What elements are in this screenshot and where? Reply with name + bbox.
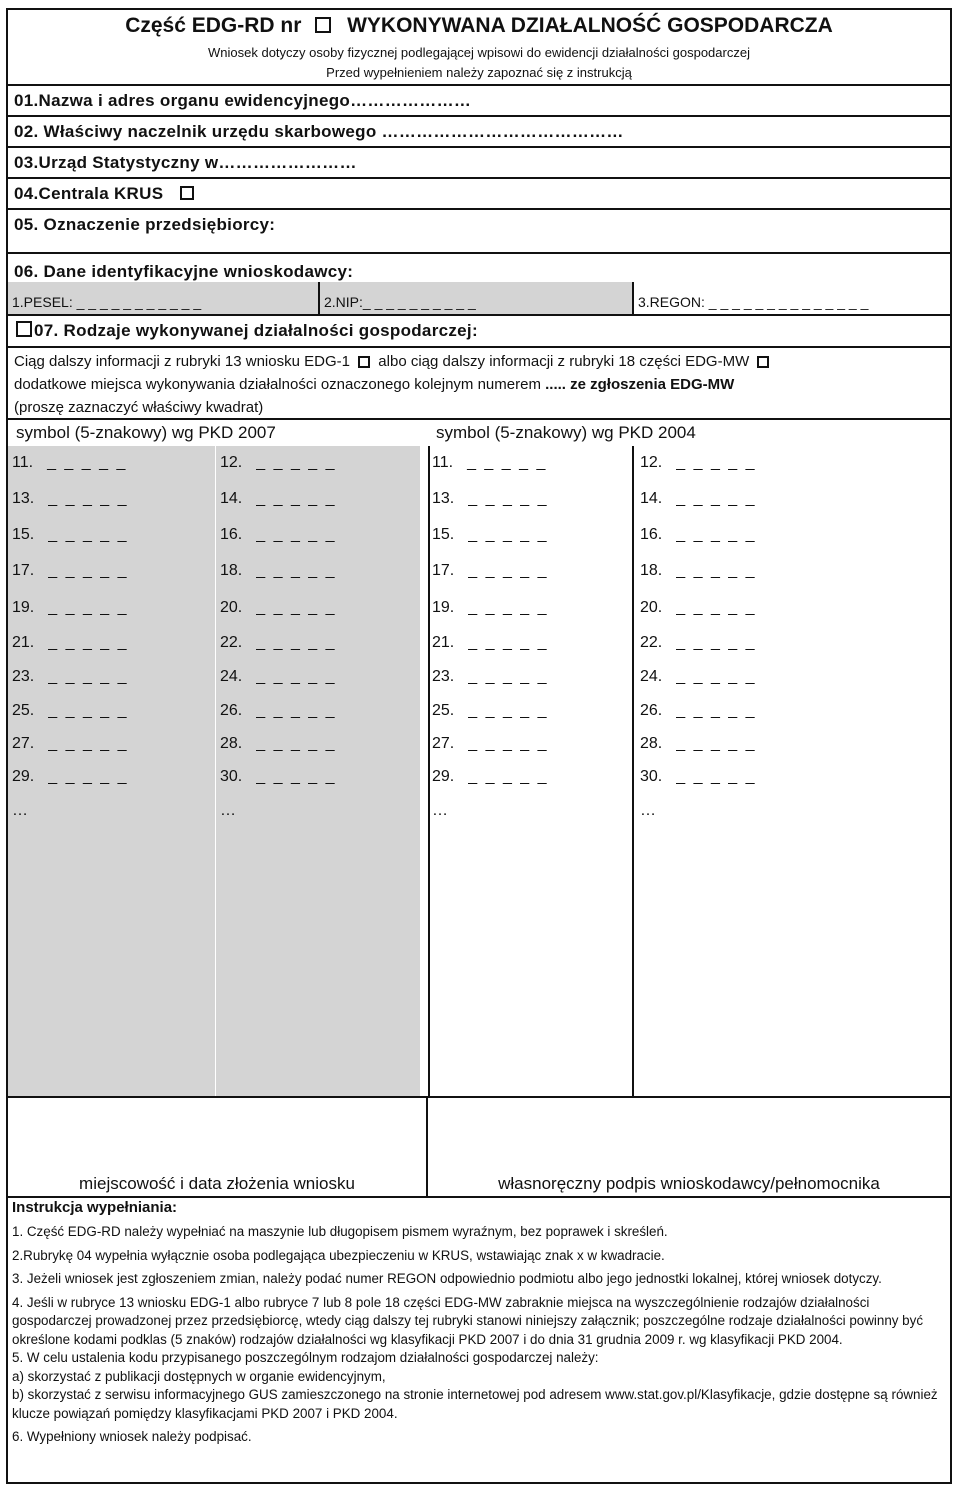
info-line-2 [14, 373, 944, 396]
pkd-code-grid [8, 446, 950, 1096]
form-note: Przed wypełnieniem należy zapoznać się z instrukcją [8, 64, 950, 86]
code-field-pkd2004-3-1[interactable] [636, 482, 757, 516]
code-blank: _ _ _ _ _ [676, 490, 757, 507]
code-number: 13. [432, 490, 455, 507]
pesel-label: 1.PESEL: _ _ _ _ _ _ _ _ _ _ _ [12, 294, 202, 310]
code-field-pkd2004-2-8[interactable] [428, 727, 549, 761]
code-number: 28. [220, 735, 243, 752]
code-blank: _ _ _ _ _ [468, 490, 549, 507]
section-05-entrepreneur [8, 210, 950, 254]
section-02-label: 02. Właściwy naczelnik urzędu skarbowego …………………………………… [14, 122, 624, 141]
code-blank: _ _ _ _ _ [48, 735, 129, 752]
code-number: 12. [640, 454, 663, 471]
signature-field[interactable] [428, 1174, 950, 1194]
code-blank: _ _ _ _ _ [256, 735, 337, 752]
code-field-pkd2004-2-5[interactable] [428, 626, 549, 660]
code-field-pkd2007-0-10[interactable] [8, 794, 28, 828]
code-field-pkd2004-2-6[interactable] [428, 660, 549, 694]
nip-label: 2.NIP:_ _ _ _ _ _ _ _ _ _ [324, 294, 476, 310]
code-blank: _ _ _ _ _ [256, 490, 337, 507]
code-blank: _ _ _ _ _ [468, 735, 549, 752]
code-blank: _ _ _ _ _ [48, 490, 129, 507]
section-07-label: 07. Rodzaje wykonywanej działalności gospodarczej: [34, 321, 478, 340]
code-number: … [640, 802, 656, 819]
code-field-pkd2004-2-2[interactable] [428, 518, 549, 552]
code-field-pkd2004-3-2[interactable] [636, 518, 757, 552]
info-line-2b: ..... ze zgłoszenia EDG-MW [545, 376, 735, 393]
identification-row [8, 282, 950, 316]
code-field-pkd2007-0-1[interactable] [8, 482, 129, 516]
code-number: 20. [640, 599, 663, 616]
code-number: 16. [220, 526, 243, 543]
instruction-5: 5. W celu ustalenia kodu przypisanego poszczególnym rodzajom działalności gospodarczej należy: [12, 1350, 599, 1365]
code-blank: _ _ _ _ _ [468, 599, 549, 616]
code-blank: _ _ _ _ _ [676, 668, 757, 685]
code-blank: _ _ _ _ _ [48, 768, 129, 785]
code-number: 15. [12, 526, 35, 543]
code-blank: _ _ _ _ _ [48, 526, 129, 543]
instructions-heading: Instrukcja wypełniania: [12, 1199, 178, 1216]
code-field-pkd2004-3-0[interactable] [636, 446, 757, 480]
code-number: 29. [12, 768, 35, 785]
code-blank: _ _ _ _ _ [468, 562, 549, 579]
signature-section [8, 1096, 950, 1198]
code-blank: _ _ _ _ _ [676, 562, 757, 579]
code-blank: _ _ _ _ _ [256, 599, 337, 616]
code-field-pkd2007-0-0[interactable] [8, 446, 127, 480]
instruction-6: 6. Wypełniony wniosek należy podpisać. [12, 1429, 252, 1444]
code-number: 15. [432, 526, 455, 543]
code-number: 20. [220, 599, 243, 616]
code-field-pkd2004-3-8[interactable] [636, 727, 757, 761]
code-number: … [432, 802, 448, 819]
form-title [8, 10, 950, 44]
code-blank: _ _ _ _ _ [48, 702, 129, 719]
code-field-pkd2007-1-4[interactable] [216, 591, 337, 625]
section-01-label: 01.Nazwa i adres organu ewidencyjnego………………… [14, 91, 472, 110]
code-number: 18. [220, 562, 243, 579]
code-field-pkd2007-1-9[interactable] [216, 760, 337, 794]
code-field-pkd2007-1-2[interactable] [216, 518, 337, 552]
section-04-label: 04.Centrala KRUS [14, 184, 164, 203]
code-blank: _ _ _ _ _ [676, 526, 757, 543]
code-number: 18. [640, 562, 663, 579]
info-line-3: (proszę zaznaczyć właściwy kwadrat) [14, 399, 264, 416]
code-blank: _ _ _ _ _ [676, 634, 757, 651]
code-field-pkd2004-3-7[interactable] [636, 694, 757, 728]
code-field-pkd2004-2-7[interactable] [428, 694, 549, 728]
code-number: 26. [220, 702, 243, 719]
code-field-pkd2004-3-6[interactable] [636, 660, 757, 694]
code-blank: _ _ _ _ _ [48, 634, 129, 651]
code-blank: _ _ _ _ _ [676, 702, 757, 719]
code-number: 13. [12, 490, 35, 507]
code-field-pkd2007-1-0[interactable] [216, 446, 337, 480]
code-field-pkd2004-2-1[interactable] [428, 482, 549, 516]
code-number: 11. [432, 454, 454, 471]
code-blank: _ _ _ _ _ [256, 702, 337, 719]
code-field-pkd2007-1-6[interactable] [216, 660, 337, 694]
nip-field[interactable] [320, 282, 634, 314]
code-number: 24. [640, 668, 663, 685]
code-field-pkd2004-3-10[interactable] [636, 794, 656, 828]
code-number: 21. [12, 634, 35, 651]
code-number: 11. [12, 454, 34, 471]
code-field-pkd2004-3-3[interactable] [636, 554, 757, 588]
code-blank: _ _ _ _ _ [48, 599, 129, 616]
code-field-pkd2007-0-5[interactable] [8, 626, 129, 660]
instruction-1: 1. Część EDG-RD należy wypełniać na maszynie lub długopisem pismem wyraźnym, bez poprawek i skreśleń. [12, 1224, 668, 1239]
code-blank: _ _ _ _ _ [48, 668, 129, 685]
code-blank: _ _ _ _ _ [676, 735, 757, 752]
info-line-1b: albo ciąg dalszy informacji z rubryki 18 części EDG-MW [378, 353, 750, 370]
code-number: 16. [640, 526, 663, 543]
code-number: … [220, 802, 236, 819]
code-field-pkd2004-3-4[interactable] [636, 591, 757, 625]
code-field-pkd2004-2-4[interactable] [428, 591, 549, 625]
section-05-label: 05. Oznaczenie przedsiębiorcy: [14, 215, 276, 234]
code-field-pkd2004-2-9[interactable] [428, 760, 549, 794]
code-field-pkd2004-3-9[interactable] [636, 760, 757, 794]
code-number: 22. [220, 634, 243, 651]
krus-checkbox[interactable] [180, 186, 194, 200]
code-number: 17. [12, 562, 35, 579]
info-line-2a: dodatkowe miejsca wykonywania działalności oznaczonego kolejnym numerem [14, 376, 541, 393]
code-number: 23. [12, 668, 35, 685]
code-blank: _ _ _ _ _ [256, 768, 337, 785]
info-line-1a: Ciąg dalszy informacji z rubryki 13 wniosku EDG-1 [14, 353, 350, 370]
instruction-5a: a) skorzystać z publikacji dostępnych w organie ewidencyjnym, [12, 1368, 386, 1384]
code-number: 21. [432, 634, 455, 651]
code-number: 14. [640, 490, 663, 507]
code-blank: _ _ _ _ _ [256, 634, 337, 651]
code-field-pkd2007-0-7[interactable] [8, 694, 129, 728]
code-blank: _ _ _ _ _ [47, 454, 128, 471]
signature-label: własnoręczny podpis wnioskodawcy/pełnomocnika [498, 1174, 880, 1193]
code-field-pkd2004-3-5[interactable] [636, 626, 757, 660]
code-number: 17. [432, 562, 455, 579]
instructions [8, 1198, 950, 1447]
code-field-pkd2007-0-3[interactable] [8, 554, 129, 588]
instruction-2: 2.Rubrykę 04 wypełnia wyłącznie osoba podlegająca ubezpieczeniu w KRUS, wstawiając znak x w kwadracie. [12, 1247, 665, 1263]
code-field-pkd2004-2-10[interactable] [428, 794, 448, 828]
code-blank: _ _ _ _ _ [468, 702, 549, 719]
code-number: 28. [640, 735, 663, 752]
code-number: … [12, 802, 28, 819]
code-blank: _ _ _ _ _ [676, 599, 757, 616]
title-main: WYKONYWANA DZIAŁALNOŚĆ GOSPODARCZA [347, 14, 833, 37]
code-blank: _ _ _ _ _ [676, 768, 757, 785]
code-blank: _ _ _ _ _ [468, 634, 549, 651]
code-field-pkd2007-0-6[interactable] [8, 660, 129, 694]
section-06-identification [8, 254, 950, 282]
code-field-pkd2004-2-3[interactable] [428, 554, 549, 588]
code-number: 12. [220, 454, 243, 471]
code-number: 19. [432, 599, 455, 616]
place-date-label: miejscowość i data złożenia wniosku [79, 1174, 355, 1193]
code-blank: _ _ _ _ _ [256, 526, 337, 543]
code-field-pkd2007-1-1[interactable] [216, 482, 337, 516]
code-blank: _ _ _ _ _ [468, 526, 549, 543]
code-number: 14. [220, 490, 243, 507]
code-blank: _ _ _ _ _ [467, 454, 548, 471]
edg1-continuation-checkbox[interactable] [358, 356, 370, 368]
code-number: 25. [12, 702, 35, 719]
code-blank: _ _ _ _ _ [468, 668, 549, 685]
section-06-label: 06. Dane identyfikacyjne wnioskodawcy: [14, 262, 354, 281]
code-field-pkd2007-0-8[interactable] [8, 727, 129, 761]
section-02-tax-office[interactable] [8, 117, 950, 148]
regon-label: 3.REGON: _ _ _ _ _ _ _ _ _ _ _ _ _ _ [638, 294, 869, 310]
code-blank: _ _ _ _ _ [48, 562, 129, 579]
code-blank: _ _ _ _ _ [256, 454, 337, 471]
section-03-statistical-office[interactable] [8, 148, 950, 179]
code-number: 19. [12, 599, 35, 616]
pkd2004-header: symbol (5-znakowy) wg PKD 2004 [436, 423, 696, 442]
pesel-field[interactable] [8, 282, 320, 314]
place-date-field[interactable] [8, 1174, 426, 1194]
code-number: 23. [432, 668, 455, 685]
instruction-3: 3. Jeżeli wniosek jest zgłoszeniem zmian, należy podać numer REGON odpowiednio podmiotu albo jego jednostki lokalnej, której wniosek dotyczy. [12, 1271, 882, 1286]
edgmw-continuation-checkbox[interactable] [757, 356, 769, 368]
code-number: 25. [432, 702, 455, 719]
info-line-1 [14, 350, 944, 373]
continuation-info [8, 348, 950, 420]
part-number-checkbox[interactable] [315, 17, 331, 33]
section-07-checkbox[interactable] [16, 321, 32, 337]
code-number: 22. [640, 634, 663, 651]
title-part: Część EDG-RD nr [125, 14, 302, 37]
code-number: 24. [220, 668, 243, 685]
section-03-label: 03.Urząd Statystyczny w…………………… [14, 153, 357, 172]
code-blank: _ _ _ _ _ [256, 562, 337, 579]
instruction-5b: b) skorzystać z serwisu informacyjnego GUS zamieszczonego na stronie internetowej pod adresem www.stat.gov.pl/Klasyfikacje, gdzie dostępne są również klucze powiązań pomiędzy klasyfikacjami PKD 2007 i PKD 2004. [12, 1387, 938, 1421]
section-01-registry-office[interactable] [8, 86, 950, 117]
form-edg-rd [6, 8, 952, 1484]
code-blank: _ _ _ _ _ [676, 454, 757, 471]
instruction-4: 4. Jeśli w rubryce 13 wniosku EDG-1 albo rubryce 7 lub 8 pole 18 części EDG-MW zabraknie miejsca na wyszczególnienie rodzajów działalności gospodarczej prowadzonej przez przedsiębiorcę, wtedy ciąg dalszy tej rubryki stanowi niniejszy załącznik; poszczególne rodzaje działalności powinny być określone kodami podklas (5 znaków) rodzajów działalności wg klasyfikacji PKD 2007 i do dnia 31 grudnia 2009 r. wg klasyfikacji PKD 2004. [12, 1294, 924, 1347]
form-subtitle: Wniosek dotyczy osoby fizycznej podlegającej wpisowi do ewidencji działalności gospodarczej [208, 45, 750, 60]
code-field-pkd2007-0-2[interactable] [8, 518, 129, 552]
code-number: 27. [432, 735, 455, 752]
code-field-pkd2004-2-0[interactable] [428, 446, 547, 480]
section-04-krus [8, 179, 950, 210]
code-field-pkd2007-0-9[interactable] [8, 760, 129, 794]
code-field-pkd2007-1-5[interactable] [216, 626, 337, 660]
code-number: 30. [220, 768, 243, 785]
code-field-pkd2007-1-3[interactable] [216, 554, 337, 588]
code-number: 29. [432, 768, 455, 785]
code-blank: _ _ _ _ _ [256, 668, 337, 685]
code-field-pkd2007-1-7[interactable] [216, 694, 337, 728]
code-field-pkd2007-1-10[interactable] [216, 794, 236, 828]
code-number: 26. [640, 702, 663, 719]
code-number: 30. [640, 768, 663, 785]
code-field-pkd2007-1-8[interactable] [216, 727, 337, 761]
regon-field[interactable] [634, 282, 950, 314]
code-number: 27. [12, 735, 35, 752]
code-field-pkd2007-0-4[interactable] [8, 591, 129, 625]
code-blank: _ _ _ _ _ [468, 768, 549, 785]
pkd2007-header: symbol (5-znakowy) wg PKD 2007 [16, 423, 276, 442]
section-07-activities [8, 316, 950, 348]
